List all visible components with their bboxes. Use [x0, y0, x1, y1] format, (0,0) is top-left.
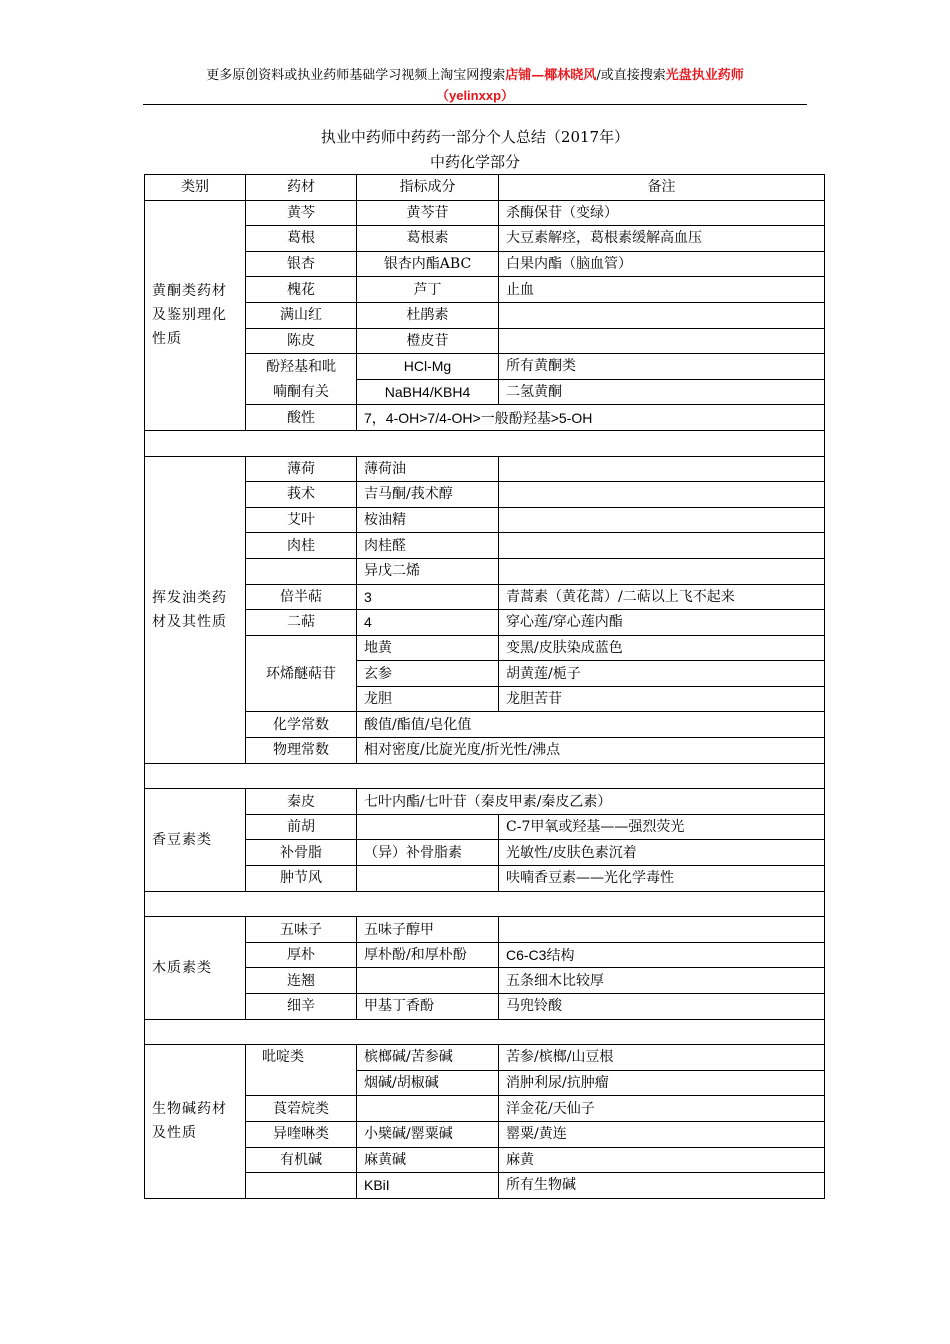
- col-header-herb: 药材: [246, 175, 357, 201]
- herb-cell: 薄荷: [246, 456, 357, 482]
- category-alkaloid: 生物碱药材及性质: [145, 1045, 246, 1199]
- note-cell: [499, 456, 825, 482]
- section-gap-row: [145, 763, 825, 789]
- herb-cell: 物理常数: [246, 738, 357, 764]
- herb-cell: 莪术: [246, 482, 357, 508]
- header-keyword: 光盘执业药师: [665, 68, 744, 83]
- marker-cell: 龙胆: [357, 686, 499, 712]
- table-row: [145, 251, 825, 277]
- note-cell: 马兜铃酸: [499, 994, 825, 1020]
- header-pinyin: （yelinxxp）: [435, 88, 515, 103]
- herb-cell: [246, 558, 357, 584]
- herb-cell: 细辛: [246, 994, 357, 1020]
- herb-cell: 补骨脂: [246, 840, 357, 866]
- marker-cell: [357, 866, 499, 892]
- table-row: [145, 328, 825, 354]
- marker-cell: [357, 814, 499, 840]
- acidity-value: 7，4-OH>7/4-OH>一般酚羟基>5-OH: [357, 405, 825, 431]
- category-flavonoid: 黄酮类药材及鉴别理化性质: [145, 200, 246, 430]
- table-row: [145, 738, 825, 764]
- table-row: [145, 1173, 825, 1199]
- herb-cell: 银杏: [246, 251, 357, 277]
- table-row: [145, 200, 825, 226]
- category-volatile-oil: 挥发油类药材及其性质: [145, 456, 246, 763]
- col-header-category: 类别: [145, 175, 246, 201]
- marker-cell: 厚朴酚/和厚朴酚: [357, 942, 499, 968]
- table-row: [145, 635, 825, 661]
- section-gap-row: [145, 430, 825, 456]
- table-row: [145, 917, 825, 943]
- table-row: [145, 1121, 825, 1147]
- col-header-note: 备注: [499, 175, 825, 201]
- note-cell: [499, 482, 825, 508]
- table-row: [145, 354, 825, 380]
- section-gap-row: [145, 1019, 825, 1045]
- note-cell: [499, 917, 825, 943]
- herb-cell: 酸性: [246, 405, 357, 431]
- table-row: [145, 584, 825, 610]
- note-cell: 麻黄: [499, 1147, 825, 1173]
- table-row: [145, 610, 825, 636]
- note-cell: [499, 328, 825, 354]
- marker-cell: 橙皮苷: [357, 328, 499, 354]
- note-cell: 龙胆苦苷: [499, 686, 825, 712]
- marker-cell: 4: [357, 610, 499, 636]
- qinpi-value: 七叶内酯/七叶苷（秦皮甲素/秦皮乙素）: [357, 789, 825, 815]
- herb-cell: 黄芩: [246, 200, 357, 226]
- herb-cell: [246, 1173, 357, 1199]
- note-cell: 止血: [499, 277, 825, 303]
- herb-cell-pyridine: 吡啶类: [246, 1045, 357, 1096]
- page-header: [143, 66, 807, 106]
- marker-cell: 3: [357, 584, 499, 610]
- note-cell: 白果内酯（脑血管）: [499, 251, 825, 277]
- marker-cell: KBiI: [357, 1173, 499, 1199]
- note-cell: 呋喃香豆素——光化学毒性: [499, 866, 825, 892]
- marker-cell: 薄荷油: [357, 456, 499, 482]
- marker-cell: 黄芩苷: [357, 200, 499, 226]
- note-cell: [499, 533, 825, 559]
- table-row: [145, 482, 825, 508]
- note-cell: 穿心莲/穿心莲内酯: [499, 610, 825, 636]
- herb-cell: 化学常数: [246, 712, 357, 738]
- herb-cell: 前胡: [246, 814, 357, 840]
- category-coumarin: 香豆素类: [145, 789, 246, 891]
- page-subtitle: 中药化学部分: [429, 153, 520, 171]
- table-row: [145, 1045, 825, 1071]
- herb-cell: 倍半萜: [246, 584, 357, 610]
- herb-cell: 槐花: [246, 277, 357, 303]
- marker-cell: 葛根素: [357, 226, 499, 252]
- herb-cell: 喃酮有关: [246, 379, 357, 405]
- marker-cell: HCl-Mg: [357, 354, 499, 380]
- section-gap-row: [145, 891, 825, 917]
- chem-constants: 酸值/酯值/皂化值: [357, 712, 825, 738]
- marker-cell: [357, 968, 499, 994]
- note-cell: 五条细木比较厚: [499, 968, 825, 994]
- table-row: [145, 814, 825, 840]
- col-header-marker: 指标成分: [357, 175, 499, 201]
- header-prefix: 更多原创资料或执业药师基础学习视频上淘宝网搜索: [206, 68, 506, 83]
- note-cell: 所有黄酮类: [499, 354, 825, 380]
- marker-cell: NaBH4/KBH4: [357, 379, 499, 405]
- marker-cell: 甲基丁香酚: [357, 994, 499, 1020]
- note-cell: 大豆素解痉，葛根素缓解高血压: [499, 226, 825, 252]
- marker-cell: 地黄: [357, 635, 499, 661]
- marker-cell: [357, 1096, 499, 1122]
- table-row: [145, 533, 825, 559]
- herb-cell: 陈皮: [246, 328, 357, 354]
- marker-cell: 肉桂醛: [357, 533, 499, 559]
- table-row: [145, 226, 825, 252]
- marker-cell: 杜鹃素: [357, 302, 499, 328]
- note-cell: 罂粟/黄连: [499, 1121, 825, 1147]
- table-row: [145, 1147, 825, 1173]
- herb-cell: 艾叶: [246, 507, 357, 533]
- table-row: [145, 968, 825, 994]
- herb-cell: 异喹啉类: [246, 1121, 357, 1147]
- table-row: [145, 712, 825, 738]
- table-row: [145, 840, 825, 866]
- marker-cell: 小檗碱/罂粟碱: [357, 1121, 499, 1147]
- note-cell: 消肿利尿/抗肿瘤: [499, 1070, 825, 1096]
- note-cell: 杀酶保苷（变绿）: [499, 200, 825, 226]
- summary-table: [144, 174, 825, 1199]
- category-lignan: 木质素类: [145, 917, 246, 1019]
- marker-cell: 桉油精: [357, 507, 499, 533]
- table-row: [145, 942, 825, 968]
- header-shop-name: 店铺—椰林晓风: [505, 68, 597, 83]
- herb-cell: 二萜: [246, 610, 357, 636]
- herb-cell: 肿节风: [246, 866, 357, 892]
- marker-cell: 银杏内酯ABC: [357, 251, 499, 277]
- herb-cell: 葛根: [246, 226, 357, 252]
- header-line-1: [143, 66, 807, 86]
- marker-cell: 芦丁: [357, 277, 499, 303]
- herb-cell: 满山红: [246, 302, 357, 328]
- herb-cell: 肉桂: [246, 533, 357, 559]
- note-cell: 胡黄莲/栀子: [499, 661, 825, 687]
- note-cell: 光敏性/皮肤色素沉着: [499, 840, 825, 866]
- note-cell: C-7甲氧或羟基——强烈荧光: [499, 814, 825, 840]
- page-title: 执业中药师中药药一部分个人总结（2017年）: [320, 128, 630, 146]
- herb-cell: 五味子: [246, 917, 357, 943]
- marker-cell: 五味子醇甲: [357, 917, 499, 943]
- table-row: [145, 558, 825, 584]
- note-cell: [499, 558, 825, 584]
- herb-cell: 厚朴: [246, 942, 357, 968]
- table-row: [145, 994, 825, 1020]
- header-rule: [143, 104, 807, 105]
- table-row: [145, 456, 825, 482]
- table-row: [145, 507, 825, 533]
- marker-cell: 玄参: [357, 661, 499, 687]
- herb-cell: 秦皮: [246, 789, 357, 815]
- marker-cell: 烟碱/胡椒碱: [357, 1070, 499, 1096]
- note-cell: [499, 507, 825, 533]
- marker-cell: （异）补骨脂素: [357, 840, 499, 866]
- table-row: [145, 866, 825, 892]
- table-header-row: [145, 175, 825, 201]
- table-row: [145, 1096, 825, 1122]
- table-row: [145, 379, 825, 405]
- herb-cell: 连翘: [246, 968, 357, 994]
- note-cell: [499, 302, 825, 328]
- table-row: [145, 277, 825, 303]
- note-cell: 青蒿素（黄花蒿）/二萜以上飞不起来: [499, 584, 825, 610]
- note-cell: 二氢黄酮: [499, 379, 825, 405]
- herb-cell: 酚羟基和吡: [246, 354, 357, 380]
- note-cell: 变黑/皮肤染成蓝色: [499, 635, 825, 661]
- note-cell: 洋金花/天仙子: [499, 1096, 825, 1122]
- herb-cell: 有机碱: [246, 1147, 357, 1173]
- note-cell: C6-C3结构: [499, 942, 825, 968]
- marker-cell: 吉马酮/莪术醇: [357, 482, 499, 508]
- note-cell: 所有生物碱: [499, 1173, 825, 1199]
- marker-cell: 异戊二烯: [357, 558, 499, 584]
- header-mid: /或直接搜索: [596, 68, 666, 83]
- marker-cell: 槟榔碱/苦参碱: [357, 1045, 499, 1071]
- table-row: [145, 789, 825, 815]
- marker-cell: 麻黄碱: [357, 1147, 499, 1173]
- herb-cell-iridoid: 环烯醚萜苷: [246, 635, 357, 712]
- table-row: [145, 302, 825, 328]
- note-cell: 苦参/槟榔/山豆根: [499, 1045, 825, 1071]
- table-row: [145, 405, 825, 431]
- phys-constants: 相对密度/比旋光度/折光性/沸点: [357, 738, 825, 764]
- herb-cell: 莨菪烷类: [246, 1096, 357, 1122]
